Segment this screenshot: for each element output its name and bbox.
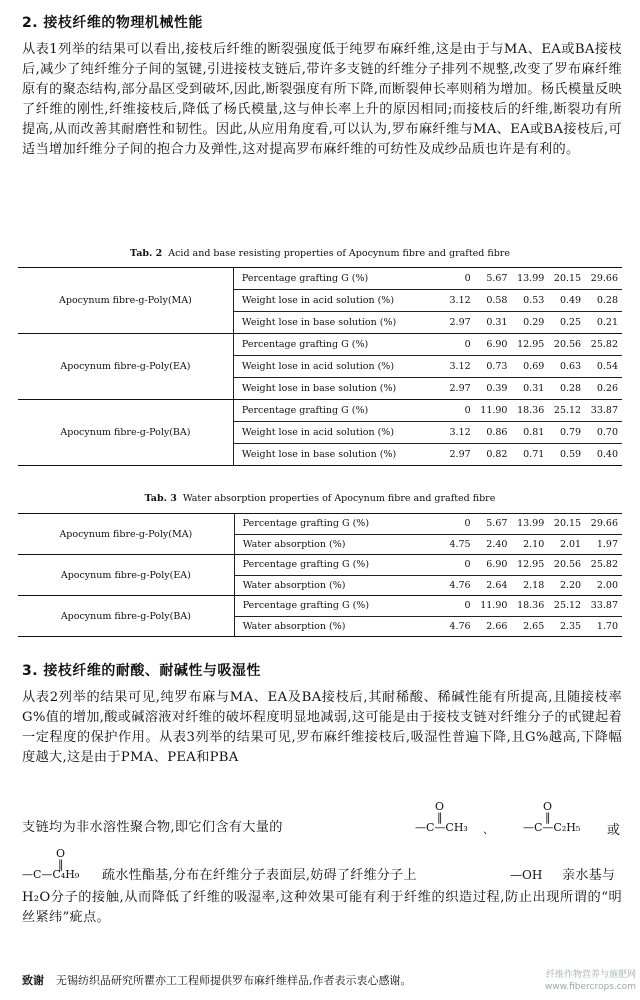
- value-cell: 2.97: [438, 378, 474, 400]
- section-3-title: 3. 接枝纤维的耐酸、耐碱性与吸湿性: [22, 663, 261, 679]
- value-cell: 29.66: [585, 268, 622, 290]
- formula-2: —C—C₂H₅: [523, 821, 581, 834]
- property-cell: Water absorption (%): [234, 575, 438, 596]
- acknowledgement: [22, 972, 622, 988]
- formula-separator: 、: [483, 823, 494, 836]
- table-row: [18, 268, 622, 290]
- table-2-title: Acid and base resisting properties of Apocynum fibre and grafted fibre: [168, 248, 510, 259]
- carbonyl-o-2: O: [543, 800, 553, 813]
- group-name-cell: Apocynum fibre-g-Poly(EA): [18, 555, 234, 596]
- table-3-title: Water absorption properties of Apocynum fibre and grafted fibre: [182, 493, 496, 504]
- value-cell: 0.28: [585, 290, 622, 312]
- property-cell: Water absorption (%): [234, 616, 438, 637]
- value-cell: 0.86: [475, 422, 512, 444]
- value-cell: 0.49: [548, 290, 585, 312]
- property-cell: Percentage grafting G (%): [233, 400, 438, 422]
- value-cell: 3.12: [438, 422, 474, 444]
- value-cell: 4.76: [438, 616, 475, 637]
- property-cell: Water absorption (%): [234, 534, 438, 555]
- watermark-line-1: 纤维作物营养与施肥网: [545, 970, 636, 980]
- value-cell: 12.95: [511, 334, 548, 356]
- table-row: [18, 334, 622, 356]
- value-cell: 1.97: [585, 534, 622, 555]
- formula-3: —C—C₄H₉: [22, 868, 80, 881]
- hydroxyl-group: —OH: [510, 868, 543, 882]
- property-cell: Weight lose in acid solution (%): [233, 290, 438, 312]
- table-row: [18, 400, 622, 422]
- property-cell: Percentage grafting G (%): [233, 268, 438, 290]
- value-cell: 2.97: [438, 444, 474, 466]
- value-cell: 2.00: [585, 575, 622, 596]
- value-cell: 0: [438, 514, 475, 535]
- value-cell: 0.70: [585, 422, 622, 444]
- table-3-caption: [0, 493, 640, 504]
- chem-line-text: 支链均为非水溶性聚合物,即它们含有大量的: [22, 820, 283, 835]
- value-cell: 0.40: [585, 444, 622, 466]
- value-cell: 6.90: [475, 555, 512, 576]
- table-2: [18, 267, 622, 466]
- value-cell: 1.70: [585, 616, 622, 637]
- value-cell: 0.53: [511, 290, 548, 312]
- section-3-paragraph: 从表2列举的结果可见,纯罗布麻与MA、EA及BA接枝后,其耐稀酸、稀碱性能有所提高,且随接枝率G%值的增加,酸或碱溶液对纤维的破坏程度明显地减弱,这可能是由于接枝支链对纤维分子的甙键起着一定程度的保护作用。从表3列举的结果可见,罗布麻纤维接枝后,吸湿性普遍下降,且G%越高,下降幅度越大,这是由于PMA、PEA和PBA: [22, 690, 622, 765]
- value-cell: 20.56: [548, 555, 585, 576]
- value-cell: 25.12: [548, 400, 585, 422]
- value-cell: 5.67: [475, 514, 512, 535]
- value-cell: 0.54: [585, 356, 622, 378]
- value-cell: 25.82: [585, 334, 622, 356]
- section-2-paragraph: 从表1列举的结果可以看出,接枝后纤维的断裂强度低于纯罗布麻纤维,这是由于与MA、EA或BA接枝后,减少了纯纤维分子间的氢键,引进接枝支链后,带许多支链的纤维分子排列不规整,改变了罗布麻纤维原有的聚态结构,部分晶区受到破坏,因此,断裂强度有所下降,而断裂伸长率则稍为增加。杨氏模量反映了纤维的刚性,纤维接枝后,降低了杨氏模量,这与伸长率上升的原因相同;而接枝后的纤维,断裂功有所提高,从而改善其耐磨性和韧性。因此,从应用角度看,可以认为,罗布麻纤维与MA、EA或BA接枝后,可适当增加纤维分子间的抱合力及弹性,这对提高罗布麻纤维的可纺性及成纱品质也许是有利的。: [22, 42, 622, 157]
- table-row: [18, 596, 622, 617]
- value-cell: 0.59: [548, 444, 585, 466]
- value-cell: 0: [438, 400, 474, 422]
- property-cell: Weight lose in acid solution (%): [233, 356, 438, 378]
- group-name-cell: Apocynum fibre-g-Poly(BA): [18, 400, 233, 466]
- value-cell: 0.25: [548, 312, 585, 334]
- value-cell: 5.67: [475, 268, 512, 290]
- value-cell: 0.31: [511, 378, 548, 400]
- property-cell: Weight lose in base solution (%): [233, 312, 438, 334]
- section-2-title: 2. 接枝纤维的物理机械性能: [22, 15, 203, 31]
- value-cell: 2.10: [511, 534, 548, 555]
- value-cell: 20.15: [548, 514, 585, 535]
- value-cell: 2.66: [475, 616, 512, 637]
- value-cell: 18.36: [511, 400, 548, 422]
- value-cell: 0.31: [475, 312, 512, 334]
- table-2-caption: [0, 248, 640, 259]
- ack-label: 致谢: [22, 974, 44, 987]
- value-cell: 0.29: [511, 312, 548, 334]
- double-bond-1: ‖: [437, 811, 443, 824]
- value-cell: 0: [438, 596, 475, 617]
- value-cell: 2.64: [475, 575, 512, 596]
- property-cell: Percentage grafting G (%): [234, 555, 438, 576]
- property-cell: Weight lose in base solution (%): [233, 378, 438, 400]
- value-cell: 13.99: [511, 514, 548, 535]
- value-cell: 0.28: [548, 378, 585, 400]
- value-cell: 4.75: [438, 534, 475, 555]
- value-cell: 2.35: [548, 616, 585, 637]
- value-cell: 0.73: [475, 356, 512, 378]
- value-cell: 20.56: [548, 334, 585, 356]
- group-name-cell: Apocynum fibre-g-Poly(EA): [18, 334, 233, 400]
- value-cell: 0: [438, 268, 474, 290]
- carbonyl-o-3: O: [56, 847, 66, 860]
- value-cell: 0.39: [475, 378, 512, 400]
- group-name-cell: Apocynum fibre-g-Poly(MA): [18, 514, 234, 555]
- property-cell: Weight lose in acid solution (%): [233, 422, 438, 444]
- table-2-label: Tab. 2: [130, 248, 163, 259]
- value-cell: 2.40: [475, 534, 512, 555]
- value-cell: 18.36: [511, 596, 548, 617]
- double-bond-3: ‖: [58, 858, 64, 871]
- value-cell: 0.69: [511, 356, 548, 378]
- group-name-cell: Apocynum fibre-g-Poly(MA): [18, 268, 233, 334]
- value-cell: 0.58: [475, 290, 512, 312]
- section-3-tail: H₂O分子的接触,从而降低了纤维的吸湿率,这种效果可能有利于纤维的织造过程,防止出现所谓的“明丝紧纬”疵点。: [22, 890, 622, 925]
- group-name-cell: Apocynum fibre-g-Poly(BA): [18, 596, 234, 637]
- value-cell: 13.99: [511, 268, 548, 290]
- value-cell: 29.66: [585, 514, 622, 535]
- property-cell: Percentage grafting G (%): [234, 596, 438, 617]
- ack-text: 无锡纺织品研究所瞿亦工工程师提供罗布麻纤维样品,作者表示衷心感谢。: [56, 974, 412, 987]
- value-cell: 0.81: [511, 422, 548, 444]
- double-bond-2: ‖: [545, 811, 551, 824]
- value-cell: 12.95: [511, 555, 548, 576]
- value-cell: 0.26: [585, 378, 622, 400]
- table-row: [18, 555, 622, 576]
- table-3: [18, 513, 622, 637]
- value-cell: 0.63: [548, 356, 585, 378]
- value-cell: 2.01: [548, 534, 585, 555]
- value-cell: 0: [438, 334, 474, 356]
- value-cell: 0: [438, 555, 475, 576]
- value-cell: 25.12: [548, 596, 585, 617]
- value-cell: 20.15: [548, 268, 585, 290]
- property-cell: Percentage grafting G (%): [234, 514, 438, 535]
- watermark-line-2: www.fibercrops.com: [545, 982, 636, 992]
- value-cell: 0.82: [475, 444, 512, 466]
- value-cell: 0.21: [585, 312, 622, 334]
- after-formula-text: 疏水性酯基,分布在纤维分子表面层,妨碍了纤维分子上: [102, 868, 417, 883]
- formula-1: —C—CH₃: [415, 821, 468, 834]
- value-cell: 0.71: [511, 444, 548, 466]
- value-cell: 25.82: [585, 555, 622, 576]
- value-cell: 2.97: [438, 312, 474, 334]
- value-cell: 2.65: [511, 616, 548, 637]
- value-cell: 11.90: [475, 596, 512, 617]
- value-cell: 2.18: [511, 575, 548, 596]
- value-cell: 0.79: [548, 422, 585, 444]
- table-3-label: Tab. 3: [144, 493, 177, 504]
- value-cell: 33.87: [585, 596, 622, 617]
- formula-or: 或: [607, 823, 621, 838]
- carbonyl-o-1: O: [435, 800, 445, 813]
- watermark: [545, 969, 636, 993]
- after-oh-text: 亲水基与: [562, 868, 616, 883]
- property-cell: Weight lose in base solution (%): [233, 444, 438, 466]
- value-cell: 3.12: [438, 290, 474, 312]
- value-cell: 33.87: [585, 400, 622, 422]
- table-row: [18, 514, 622, 535]
- value-cell: 11.90: [475, 400, 512, 422]
- value-cell: 3.12: [438, 356, 474, 378]
- value-cell: 6.90: [475, 334, 512, 356]
- value-cell: 4.76: [438, 575, 475, 596]
- property-cell: Percentage grafting G (%): [233, 334, 438, 356]
- value-cell: 2.20: [548, 575, 585, 596]
